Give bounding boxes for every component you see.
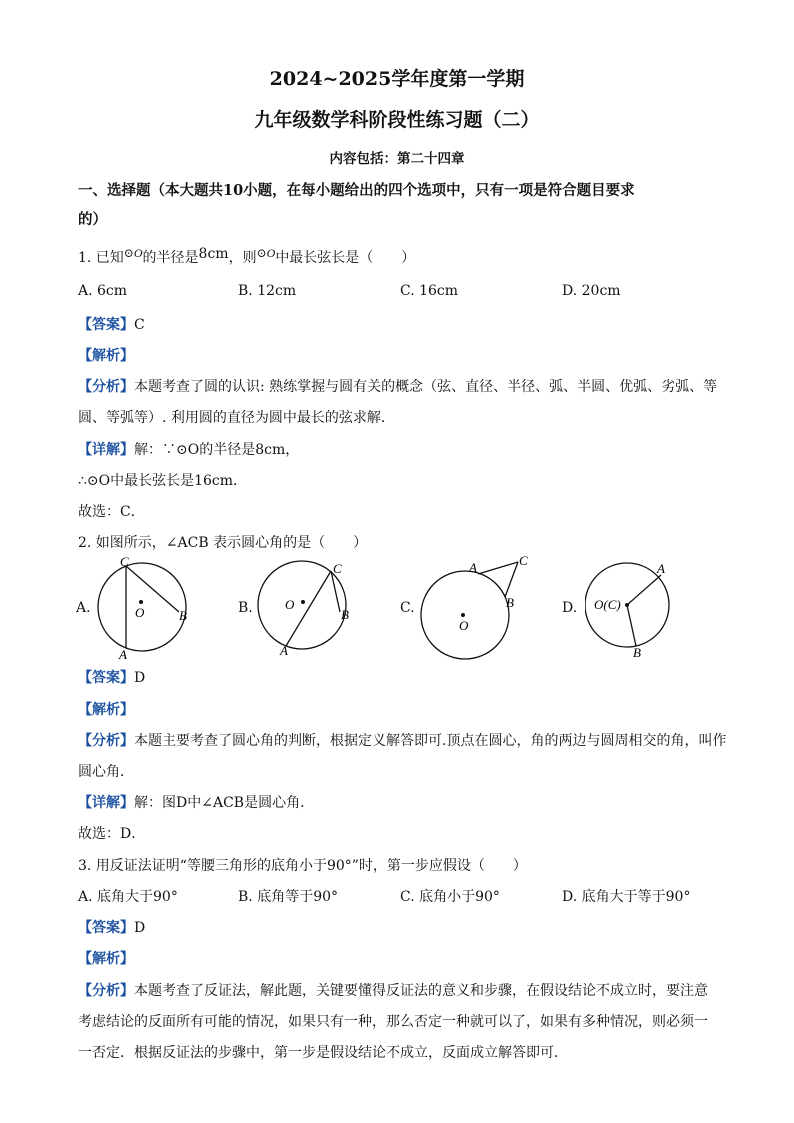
q1-stem [78, 247, 415, 267]
q3-analysis-heading [78, 948, 134, 968]
label-a: A [280, 643, 288, 658]
q2-stem: 2. 如图所示，∠ACB 表示圆心角的是（ ） [78, 535, 368, 551]
label-o: O [135, 605, 145, 620]
chord-cb [126, 566, 179, 612]
q1-stem-d: 中最长弦长是（ ） [275, 250, 416, 266]
label-b: B [179, 608, 187, 623]
q2-conclusion: 故选：D． [78, 826, 146, 842]
q1-stem-b: 的半径是 [142, 250, 199, 266]
q3-fenxi-line2: 考虑结论的反面所有可能的情况，如果只有一种，那么否定一种就可以了，如果有多种情况，则必须一 [78, 1014, 708, 1030]
q1-option-b: B. 12cm [238, 283, 297, 299]
q1-fenxi-line2: 圆、等弧等）. 利用圆的直径为圆中最长的弦求解． [78, 410, 395, 426]
q1-circle-symbol-2: ⊙O [256, 246, 276, 260]
analysis-tag: 【解析】 [78, 702, 134, 718]
q1-circle-symbol: ⊙O [123, 246, 143, 260]
label-c: C [519, 553, 528, 568]
q2-answer [78, 667, 145, 687]
q1-analysis-heading [78, 345, 134, 365]
q2-analysis-heading [78, 699, 134, 719]
section-heading-cont: 的） [78, 211, 107, 228]
q3-answer [78, 917, 145, 937]
q2-fenxi-text: 本题主要考查了圆心角的判断，根据定义解答即可.顶点在圆心，角的两边与圆周相交的角，叫作 [134, 733, 727, 749]
q2-diagram-b [252, 555, 362, 660]
q1-fenxi-text: 本题考查了圆的认识: 熟练掌握与圆有关的概念（弦、直径、半径、弧、半圆、优弧、劣弧、等 [134, 379, 718, 395]
center-dot [625, 603, 629, 607]
q2-option-c-letter: C. [400, 600, 415, 616]
q1-answer [78, 314, 145, 334]
q3-fenxi-line3: 一否定．根据反证法的步骤中，第一步是假设结论不成立，反面成立解答即可． [78, 1045, 568, 1061]
q1-detail-line2: ∴⊙O中最长弦长是16cm． [78, 473, 248, 489]
q2-diagram-d [585, 555, 695, 660]
q3-stem: 3. 用反证法证明“等腰三角形的底角小于90°”时，第一步应假设（ ） [78, 858, 527, 874]
label-b: B [506, 595, 514, 610]
q1-detail-line1 [78, 439, 299, 459]
q1-option-d: D. 20cm [562, 283, 621, 299]
q1-option-c: C. 16cm [400, 283, 459, 299]
label-b: B [633, 645, 641, 660]
q2-detail-text: 解：图D中∠ACB是圆心角． [134, 795, 315, 811]
q2-option-d-letter: D. [562, 600, 578, 616]
q2-answer-value: D [134, 670, 146, 686]
q1-fenxi-line1 [78, 376, 717, 396]
analysis-tag: 【解析】 [78, 348, 134, 364]
label-a: A [657, 561, 665, 576]
q2-detail-line1 [78, 792, 314, 812]
q3-option-d: D. 底角大于等于90° [562, 889, 691, 905]
q3-option-a: A. 底角大于90° [78, 889, 178, 905]
fenxi-tag: 【分析】 [78, 379, 134, 395]
content-scope: 内容包括：第二十四章 [329, 151, 465, 167]
q2-option-a-letter: A. [76, 600, 91, 616]
label-a: A [119, 647, 127, 660]
segment-ac [478, 562, 518, 574]
q1-detail-text: 解：∵⊙O的半径是8cm， [134, 442, 300, 458]
q1-radius: 8cm [198, 246, 229, 262]
q1-stem-c: ，则 [228, 250, 257, 266]
answer-tag: 【答案】 [78, 317, 134, 333]
label-oc: O(C) [594, 597, 621, 612]
center-dot [301, 600, 305, 604]
q3-option-b: B. 底角等于90° [238, 889, 339, 905]
center-dot [461, 613, 465, 617]
segment-cb [505, 562, 518, 597]
q2-fenxi-line2: 圆心角． [78, 764, 134, 780]
section-heading: 一、选择题（本大题共10小题，在每小题给出的四个选项中，只有一项是符合题目要求 [78, 182, 635, 199]
label-a: A [469, 560, 477, 575]
page-title: 2024~2025学年度第一学期 [269, 68, 525, 90]
label-b: B [341, 607, 349, 622]
q2-option-b-letter: B. [238, 600, 253, 616]
radius-ca [627, 575, 661, 605]
q1-stem-a: 1. 已知 [78, 250, 124, 266]
fenxi-tag: 【分析】 [78, 983, 134, 999]
q3-fenxi-line1 [78, 980, 708, 1000]
q1-conclusion: 故选：C． [78, 504, 145, 520]
answer-tag: 【答案】 [78, 920, 134, 936]
q2-fenxi-line1 [78, 730, 726, 750]
q3-answer-value: D [134, 920, 146, 936]
q3-option-c: C. 底角小于90° [400, 889, 500, 905]
q2-diagram-a [90, 555, 200, 660]
fenxi-tag: 【分析】 [78, 733, 134, 749]
q1-answer-value: C [134, 317, 145, 333]
label-o: O [459, 618, 469, 633]
center-dot [139, 600, 143, 604]
exam-title: 九年级数学科阶段性练习题（二） [254, 109, 540, 131]
answer-tag: 【答案】 [78, 670, 134, 686]
analysis-tag: 【解析】 [78, 951, 134, 967]
label-c: C [120, 555, 129, 569]
detail-tag: 【详解】 [78, 442, 134, 458]
q2-diagram-c [415, 550, 535, 665]
label-c: C [333, 561, 342, 576]
q3-fenxi-text: 本题考查了反证法，解此题，关键要懂得反证法的意义和步骤，在假设结论不成立时，要注意 [134, 983, 708, 999]
detail-tag: 【详解】 [78, 795, 134, 811]
radius-cb [627, 605, 636, 646]
label-o: O [285, 597, 295, 612]
q1-option-a: A. 6cm [78, 283, 128, 299]
